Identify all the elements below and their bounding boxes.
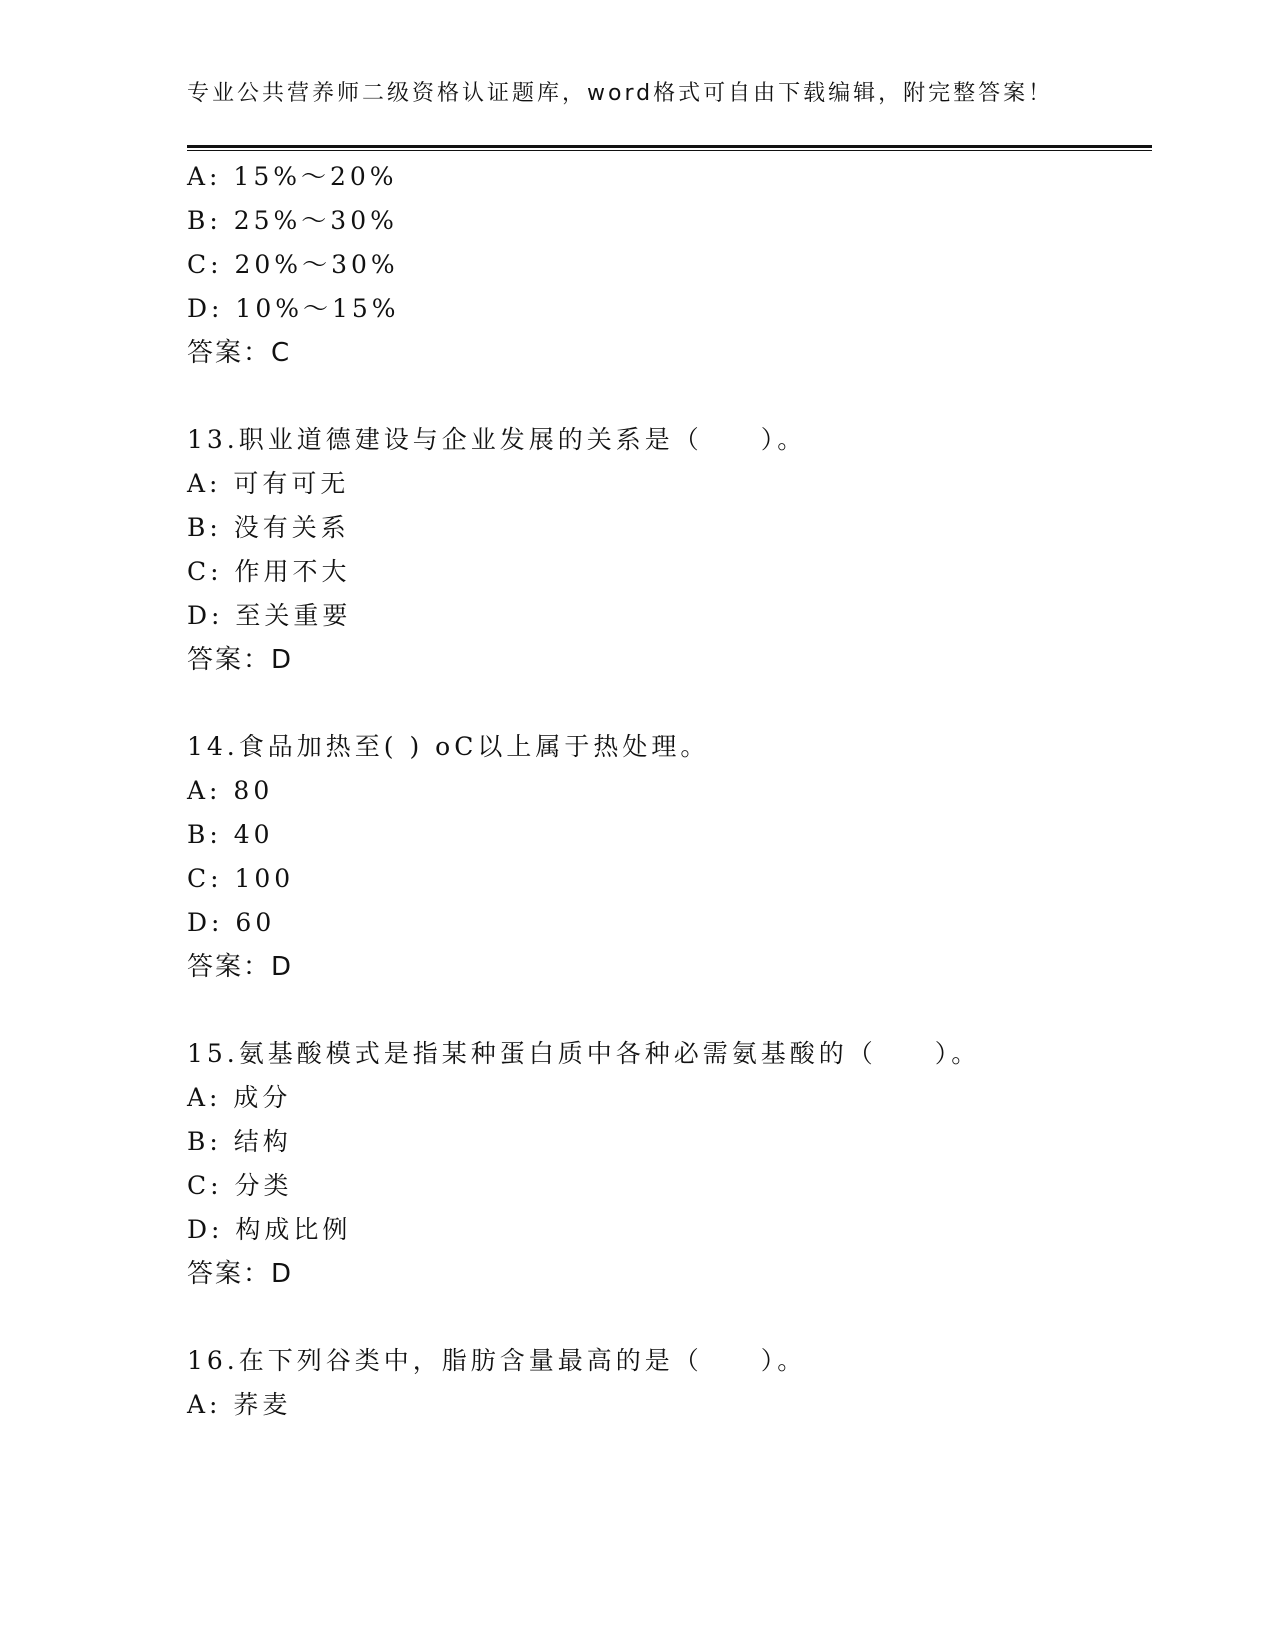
header-rule-thin bbox=[187, 150, 1152, 151]
option-c: C: 100 bbox=[187, 864, 295, 893]
option-a: A: 可有可无 bbox=[187, 469, 350, 498]
option-b: B: 25%～30% bbox=[187, 206, 398, 235]
answer: 答案：D bbox=[187, 645, 294, 675]
option-b: B: 40 bbox=[187, 820, 274, 849]
option-d: D: 60 bbox=[187, 908, 276, 937]
page-header: 专业公共营养师二级资格认证题库，word格式可自由下载编辑，附完整答案！ bbox=[187, 81, 1054, 106]
question-stem: 13.职业道德建设与企业发展的关系是（ ）。 bbox=[187, 425, 807, 454]
option-c: C: 分类 bbox=[187, 1171, 293, 1200]
option-c: C: 作用不大 bbox=[187, 557, 351, 586]
option-d: D: 至关重要 bbox=[187, 601, 352, 630]
option-a: A: 80 bbox=[187, 776, 274, 805]
option-d: D: 构成比例 bbox=[187, 1215, 352, 1244]
answer: 答案：D bbox=[187, 952, 294, 982]
option-b: B: 没有关系 bbox=[187, 513, 350, 542]
option-a: A: 成分 bbox=[187, 1083, 292, 1112]
question-stem: 15.氨基酸模式是指某种蛋白质中各种必需氨基酸的（ ）。 bbox=[187, 1039, 981, 1068]
question-stem: 16.在下列谷类中，脂肪含量最高的是（ ）。 bbox=[187, 1346, 807, 1375]
option-a: A: 荞麦 bbox=[187, 1390, 292, 1419]
option-b: B: 结构 bbox=[187, 1127, 292, 1156]
option-d: D: 10%～15% bbox=[187, 294, 400, 323]
answer: 答案：D bbox=[187, 1259, 294, 1289]
option-a: A: 15%～20% bbox=[187, 162, 398, 191]
header-rule-thick bbox=[187, 145, 1152, 148]
option-c: C: 20%～30% bbox=[187, 250, 399, 279]
answer: 答案：C bbox=[187, 338, 292, 368]
question-stem: 14.食品加热至( ) oC以上属于热处理。 bbox=[187, 732, 710, 761]
